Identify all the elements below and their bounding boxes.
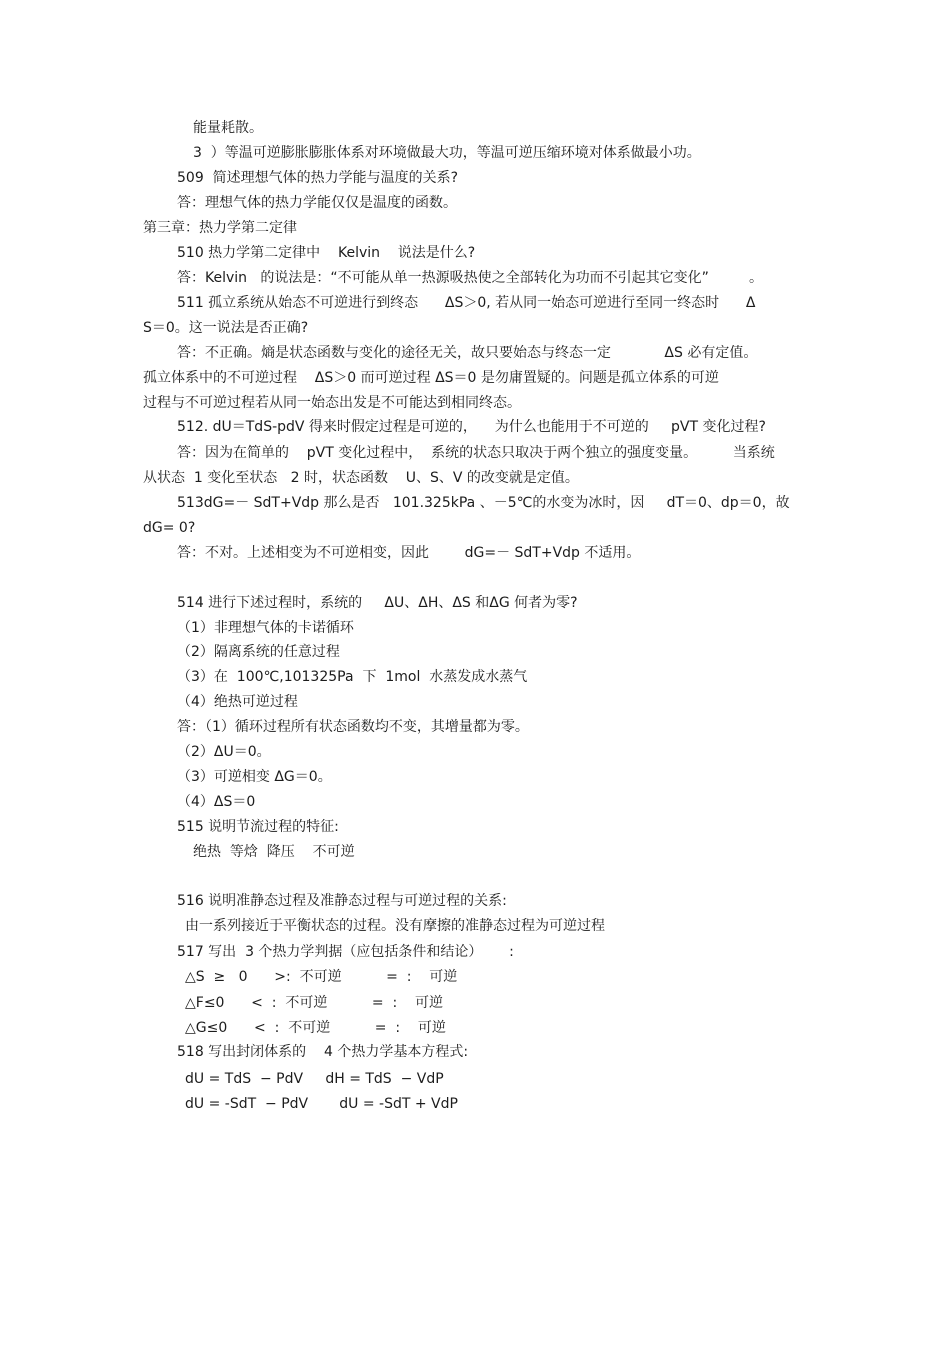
text-line: 孤立体系中的不可逆过程 ΔS＞0 而可逆过程 ΔS＝0 是勿庸置疑的。问题是孤立体系的可逆 [143, 370, 719, 386]
list-item: （1）非理想气体的卡诺循环 [177, 620, 354, 636]
equation-line: dU = TdS − PdV dH = TdS − VdP [185, 1071, 444, 1087]
criterion-entropy: △S ≥ 0 >: 不可逆 = : 可逆 [185, 969, 458, 985]
text-line: dG= 0? [143, 520, 196, 536]
question-512: 512. dU＝TdS-pdV 得来时假定过程是可逆的， 为什么也能用于不可逆的 pVT 变化过程? [177, 419, 766, 435]
answer-511: 答：不正确。熵是状态函数与变化的途径无关，故只要始态与终态一定 ΔS 必有定值。 [177, 345, 758, 361]
criterion-helmholtz: △F≤0 < : 不可逆 = : 可逆 [185, 995, 444, 1011]
chapter-heading: 第三章：热力学第二定律 [143, 220, 297, 236]
text-line: 从状态 1 变化至状态 2 时，状态函数 U、S、V 的改变就是定值。 [143, 470, 579, 486]
text-line: S＝0。这一说法是否正确? [143, 320, 309, 336]
list-item: （2）ΔU＝0。 [177, 744, 271, 760]
question-518: 518 写出封闭体系的 4 个热力学基本方程式: [177, 1044, 469, 1060]
text-line: 能量耗散。 [193, 120, 263, 136]
equation-line: dU = -SdT − PdV dU = -SdT + VdP [185, 1096, 458, 1112]
list-item: （3）在 100℃,101325Pa 下 1mol 水蒸发成水蒸气 [177, 669, 528, 685]
text-line: 3 ）等温可逆膨胀膨胀体系对环境做最大功，等温可逆压缩环境对体系做最小功。 [193, 145, 701, 161]
question-516: 516 说明准静态过程及准静态过程与可逆过程的关系: [177, 893, 507, 909]
list-item: （4）绝热可逆过程 [177, 694, 298, 710]
question-513: 513dG=－ SdT+Vdp 那么是否 101.325kPa 、－5℃的水变为冰时，因 dT＝0、dp＝0，故 [177, 495, 790, 511]
list-item: （2）隔离系统的任意过程 [177, 644, 340, 660]
answer-514: 答：（1）循环过程所有状态函数均不变，其增量都为零。 [177, 719, 529, 735]
question-511: 511 孤立系统从始态不可逆进行到终态 ΔS＞0, 若从同一始态可逆进行至同一终态时 Δ [177, 295, 756, 311]
answer-516: 由一系列接近于平衡状态的过程。没有摩擦的准静态过程为可逆过程 [185, 918, 605, 934]
question-509: 509 简述理想气体的热力学能与温度的关系? [177, 170, 459, 186]
question-517: 517 写出 3 个热力学判据（应包括条件和结论） : [177, 944, 514, 960]
question-514: 514 进行下述过程时，系统的 ΔU、ΔH、ΔS 和ΔG 何者为零? [177, 595, 578, 611]
criterion-gibbs: △G≤0 < : 不可逆 = : 可逆 [185, 1020, 446, 1036]
answer-515: 绝热 等焓 降压 不可逆 [193, 844, 355, 860]
answer-512: 答：因为在简单的 pVT 变化过程中， 系统的状态只取决于两个独立的强度变量。 当系统 [177, 445, 775, 461]
question-510: 510 热力学第二定律中 Kelvin 说法是什么? [177, 245, 476, 261]
answer-513: 答：不对。上述相变为不可逆相变，因此 dG=－ SdT+Vdp 不适用。 [177, 545, 641, 561]
question-515: 515 说明节流过程的特征: [177, 819, 339, 835]
list-item: （4）ΔS＝0 [177, 794, 256, 810]
list-item: （3）可逆相变 ΔG＝0。 [177, 769, 332, 785]
answer-510: 答：Kelvin 的说法是：“不可能从单一热源吸热使之全部转化为功而不引起其它变化” 。 [177, 270, 763, 286]
answer-509: 答：理想气体的热力学能仅仅是温度的函数。 [177, 195, 457, 211]
text-line: 过程与不可逆过程若从同一始态出发是不可能达到相同终态。 [143, 395, 521, 411]
